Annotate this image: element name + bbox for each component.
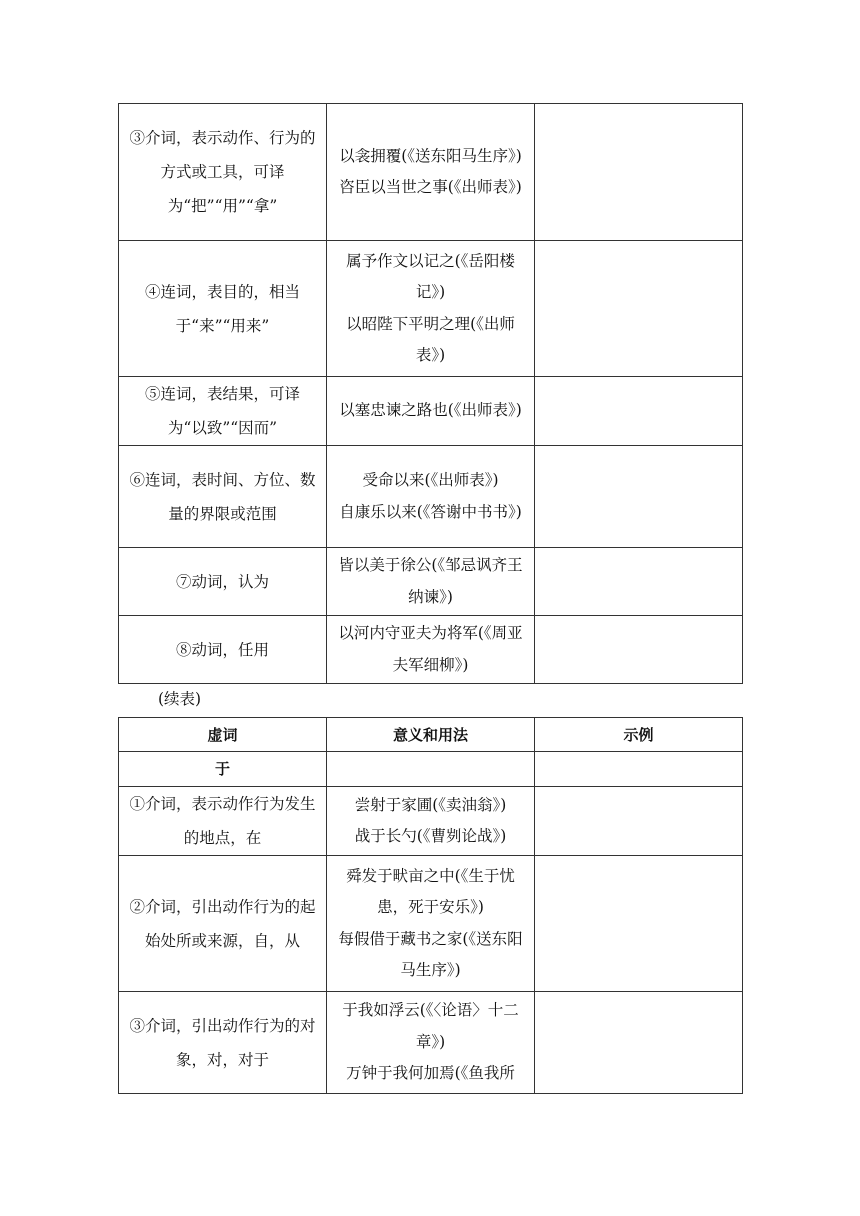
table-row: [119, 992, 743, 1094]
example-line: 自康乐以来(《答谢中书书》): [339, 502, 522, 521]
example-line: 皆以美于徐公(《邹忌讽齐王纳谏》): [338, 556, 523, 606]
header-cell: 意义和用法: [327, 718, 535, 752]
example-line: 以衾拥覆(《送东阳马生序》): [339, 146, 522, 165]
example-cell: [327, 992, 535, 1094]
example-cell: [327, 616, 535, 684]
meaning-cell: ⑦动词，认为: [119, 548, 327, 616]
sample-cell: [535, 241, 743, 377]
example-line: 属予作文以记之(《岳阳楼记》): [346, 251, 515, 301]
table-row: [119, 241, 743, 377]
table-row: [119, 104, 743, 241]
table-row: [119, 548, 743, 616]
example-line: 每假借于藏书之家(《送东阳马生序》): [338, 929, 523, 979]
example-line: 万钟于我何加焉(《鱼我所: [346, 1064, 515, 1083]
meaning-cell: ⑤连词，表结果，可译为“以致”“因而”: [119, 377, 327, 446]
meaning-cell: ⑧动词，任用: [119, 616, 327, 684]
table-header-row: [119, 718, 743, 752]
word-row: [119, 752, 743, 787]
sample-cell: [535, 548, 743, 616]
example-cell: [327, 377, 535, 446]
empty-cell: [535, 752, 743, 787]
word-cell: 于: [119, 752, 327, 787]
example-line: 咨臣以当世之事(《出师表》): [339, 178, 522, 196]
meaning-cell: ⑥连词，表时间、方位、数量的界限或范围: [119, 446, 327, 548]
example-line: 受命以来(《出师表》): [362, 471, 499, 489]
usage-table-yu: [118, 717, 743, 1094]
meaning-cell: ②介词，引出动作行为的起始处所或来源，自，从: [119, 856, 327, 992]
usage-table-continued-top: [118, 103, 743, 684]
header-cell: 示例: [535, 718, 743, 752]
continued-label: (续表): [158, 690, 202, 708]
example-line: 尝射于家圃(《卖油翁》): [354, 795, 507, 814]
example-cell: [327, 241, 535, 377]
example-line: 舜发于畎亩之中(《生于忧患，死于安乐》): [346, 866, 515, 916]
example-line: 以塞忠谏之路也(《出师表》): [339, 401, 522, 420]
meaning-cell: ③介词，引出动作行为的对象，对，对于: [119, 992, 327, 1094]
sample-cell: [535, 787, 743, 856]
table-row: [119, 446, 743, 548]
example-line: 以河内守亚夫为将军(《周亚夫军细柳》): [338, 624, 523, 674]
table-row: [119, 856, 743, 992]
empty-cell: [327, 752, 535, 787]
sample-cell: [535, 377, 743, 446]
sample-cell: [535, 104, 743, 241]
example-line: 战于长勺(《曹刿论战》): [354, 827, 507, 845]
sample-cell: [535, 616, 743, 684]
table-row: [119, 787, 743, 856]
example-line: 于我如浮云(《〈论语〉十二章》): [342, 1001, 519, 1051]
example-cell: [327, 787, 535, 856]
sample-cell: [535, 856, 743, 992]
example-cell: [327, 856, 535, 992]
meaning-cell: ④连词，表目的，相当于“来”“用来”: [119, 241, 327, 377]
table-row: [119, 377, 743, 446]
example-cell: [327, 548, 535, 616]
meaning-cell: ①介词，表示动作行为发生的地点，在: [119, 787, 327, 856]
example-cell: [327, 446, 535, 548]
header-cell: 虚词: [119, 718, 327, 752]
sample-cell: [535, 992, 743, 1094]
example-line: 以昭陛下平明之理(《出师表》): [346, 314, 515, 364]
sample-cell: [535, 446, 743, 548]
example-cell: [327, 104, 535, 241]
table-row: [119, 616, 743, 684]
meaning-cell: ③介词，表示动作、行为的方式或工具，可译为“把”“用”“拿”: [119, 104, 327, 241]
